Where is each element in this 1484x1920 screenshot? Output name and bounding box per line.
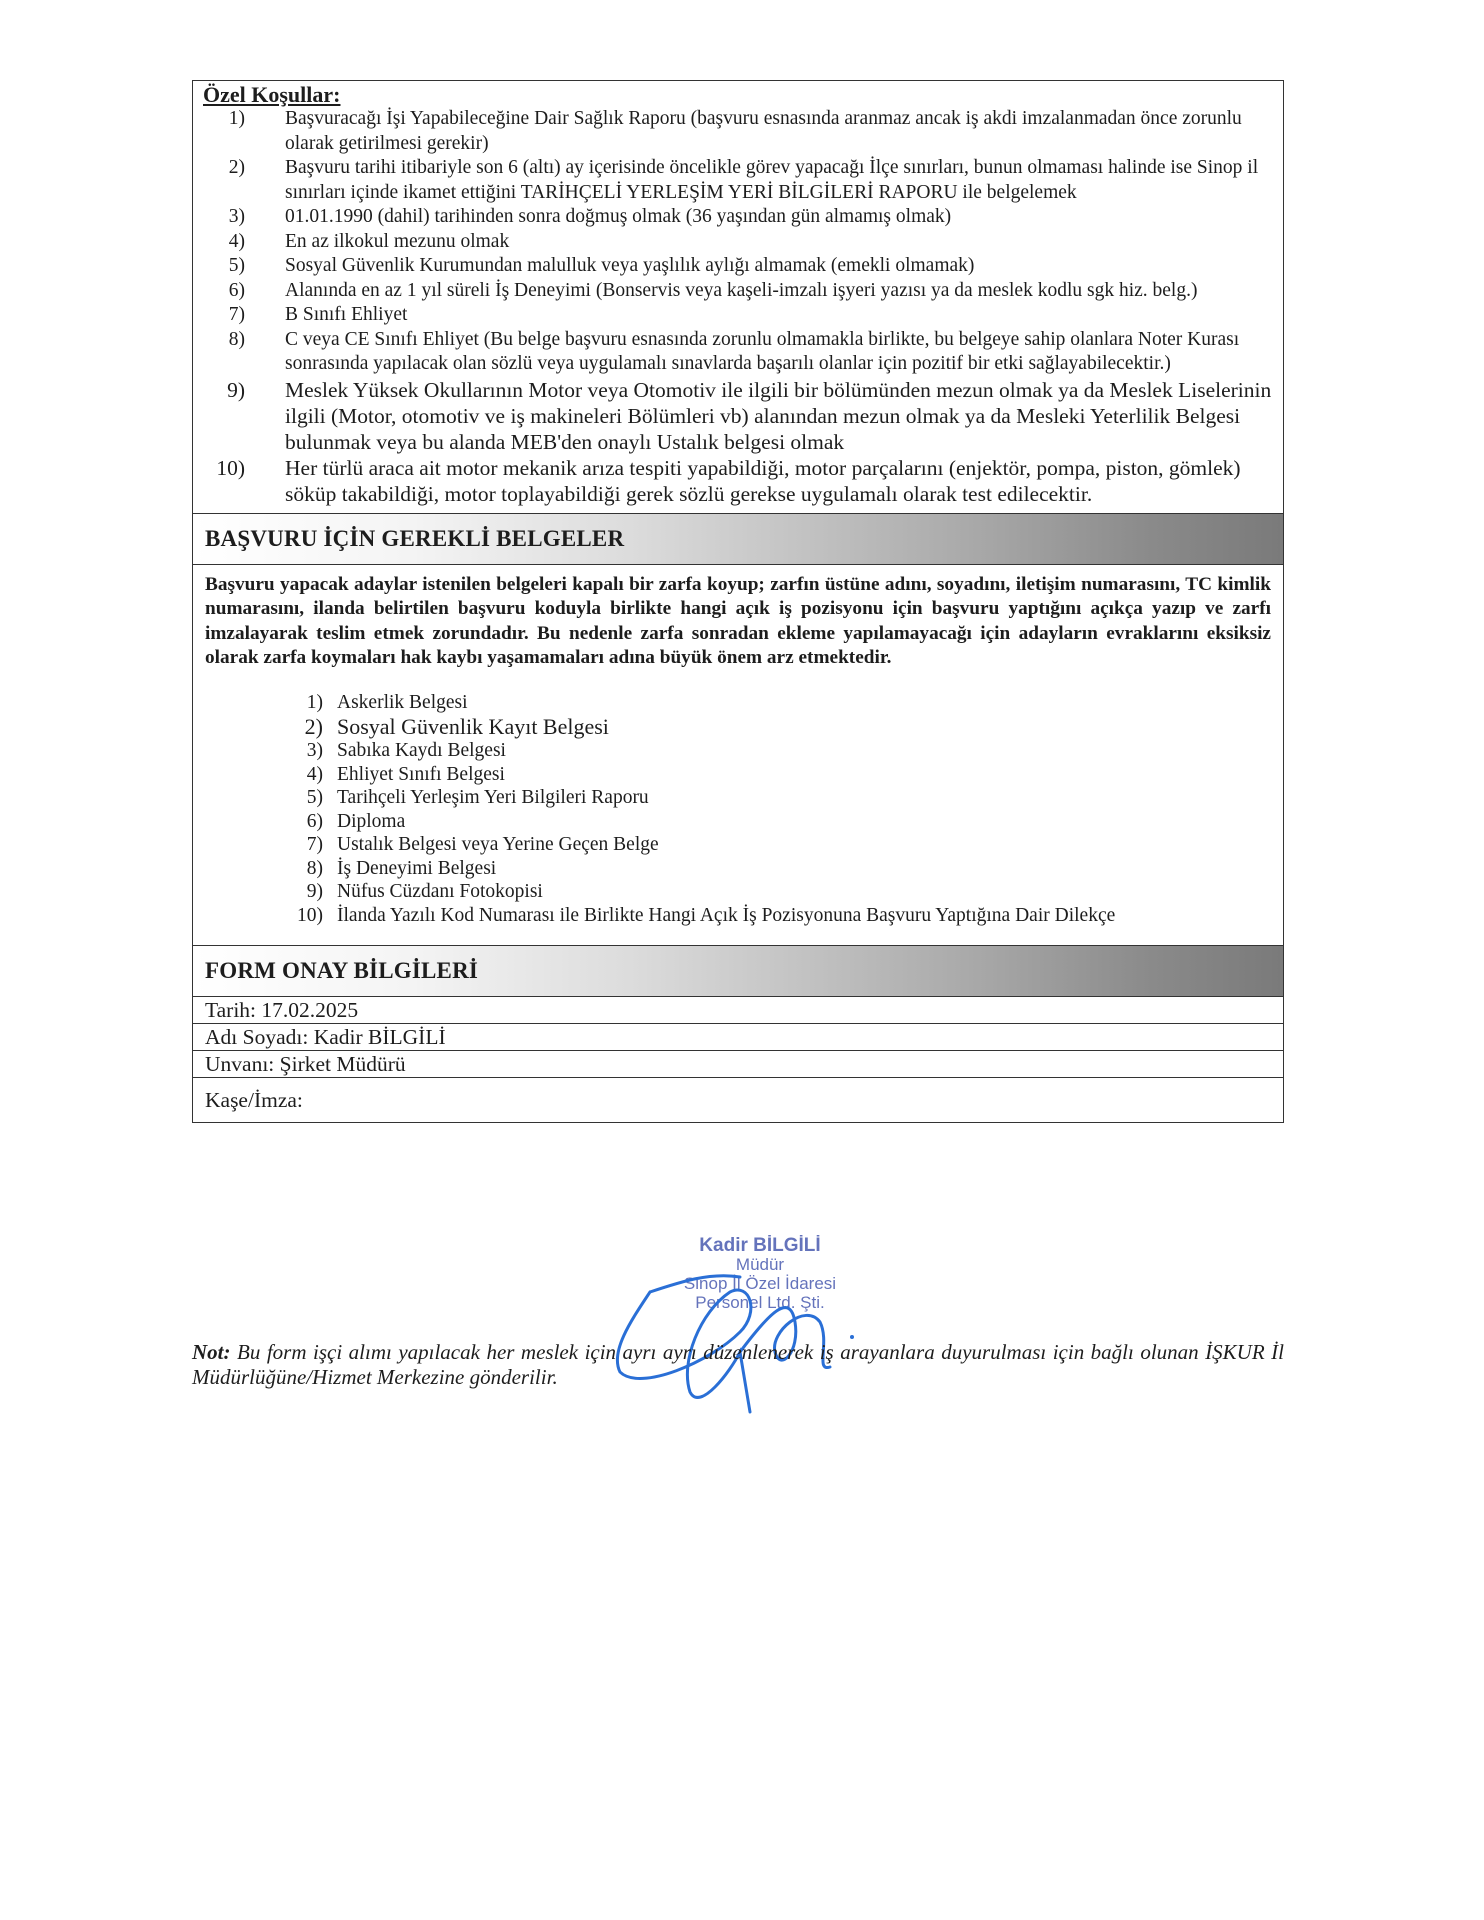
date-row: Tarih: 17.02.2025: [205, 998, 359, 1022]
required-documents-header: [193, 513, 1283, 565]
document-item: 3) Sabıka Kaydı Belgesi: [306, 740, 506, 761]
stamp-role: Müdür: [735, 1255, 785, 1274]
condition-item: 1) Başvuracağı İşi Yapabileceğine Dair Sağlık Raporu (başvuru esnasında aranmaz ancak iş akdi imzalanmadan önce zorunlu olarak getirilmesi gerekir): [228, 108, 1242, 154]
condition-item: 5) Sosyal Güvenlik Kurumundan malulluk veya yaşlılık aylığı almamak (emekli olmamak): [228, 255, 975, 276]
document-item: 9) Nüfus Cüzdanı Fotokopisi: [306, 881, 543, 902]
condition-item: 3) 01.01.1990 (dahil) tarihinden sonra doğmuş olmak (36 yaşından gün almamış olmak): [228, 206, 952, 227]
required-documents-title: BAŞVURU İÇİN GEREKLİ BELGELER: [205, 525, 625, 551]
document-item: 7) Ustalık Belgesi veya Yerine Geçen Belge: [306, 834, 659, 855]
title-row: Unvanı: Şirket Müdürü: [193, 1050, 1283, 1077]
footnote-label: Not:: [192, 1340, 231, 1364]
handwritten-signature: [590, 1252, 920, 1422]
document-item: 6) Diploma: [306, 810, 406, 832]
application-form: [192, 80, 1284, 1123]
special-conditions-list: [193, 107, 1283, 513]
condition-item: 4) En az ilkokul mezunu olmak: [228, 230, 510, 252]
form-approval-header: [193, 945, 1283, 997]
condition-item: 10) Her türlü araca ait motor mekanik arıza tespiti yapabildiği, motor parçalarını (enjektör, pompa, piston, gömlek) söküp takabildiği, motor toplayabildiği gerek sözlü gerekse uygulamalı olarak test edilecektir.: [216, 455, 1241, 506]
condition-item: 9) Meslek Yüksek Okullarının Motor veya Otomotiv ile ilgili bir bölümünden mezun olmak ya da Meslek Liselerinin ilgili (Motor, otomotiv ve iş makineleri Bölümleri vb) alanından mezun olmak ya da Mesleki Yeterlilik Belgesi bulunmak veya bu alanda MEB'den onaylı Ustalık belgesi olmak: [227, 377, 1272, 454]
footnote-text: Bu form işçi alımı yapılacak her meslek için ayrı ayrı düzenlenerek iş arayanlara duyurulması için bağlı olunan İŞKUR İl Müdürlüğüne/Hizmet Merkezine gönderilir.: [192, 1340, 1285, 1389]
stamp-org-line2: Personel Ltd. Şti.: [695, 1293, 825, 1312]
condition-item: 6) Alanında en az 1 yıl süreli İş Deneyimi (Bonservis veya kaşeli-imzalı işyeri yazısı ya da meslek kodlu sgk hiz. belg.): [228, 279, 1198, 301]
condition-item: 7) B Sınıfı Ehliyet: [228, 304, 408, 325]
special-conditions-title: Özel Koşullar:: [203, 82, 341, 107]
required-documents-list: [193, 681, 1283, 946]
stamp-signature-row: Kaşe/İmza:: [193, 1077, 1283, 1122]
stamp-org-line1: Sinop İl Özel İdaresi: [683, 1274, 837, 1293]
stamp-name: Kadir BİLGİLİ: [699, 1235, 821, 1256]
document-item: 10) İlanda Yazılı Kod Numarası ile Birlikte Hangi Açık İş Pozisyonuna Başvuru Yaptığına Dair Dilekçe: [297, 904, 1116, 926]
name-row: Adı Soyadı: Kadir BİLGİLİ: [193, 1023, 1283, 1050]
footnote: [192, 1340, 1284, 1390]
document-item: 5) Tarihçeli Yerleşim Yeri Bilgileri Raporu: [306, 787, 649, 808]
condition-item: 2) Başvuru tarihi itibariyle son 6 (altı) ay içerisinde öncelikle görev yapacağı İlçe sınırları, bunun olmaması halinde ise Sinop il sınırları içinde ikamet ettiğini TARİHÇELİ YERLEŞİM YERİ BİLGİLERİ RAPORU ile belgelemek: [228, 157, 1259, 203]
condition-item: 8) C veya CE Sınıfı Ehliyet (Bu belge başvuru esnasında zorunlu olmamakla birlikte, bu belgeye sahip olanlara Noter Kurası sonrasında yapılacak olan sözlü veya uygulamalı sınavlarda başarılı olanlar için pozitif bir etki sağlayabilecektir.): [228, 328, 1240, 374]
document-item: 2) Sosyal Güvenlik Kayıt Belgesi: [304, 714, 609, 739]
required-documents-instructions: Başvuru yapacak adaylar istenilen belgeleri kapalı bir zarfa koyup; zarfın üstüne adını, soyadını, iletişim numarasını, TC kimlik numarasını, ilanda belirtilen başvuru koduyla birlikte hangi açık iş pozisyonu için başvuru yaptığını açıkça yazıp ve zarfı imzalayarak teslim etmek zorundadır. Bu nedenle zarfa sonradan ekleme yapılamayacağı için adayların evraklarını eksiksiz olarak zarfa koymaları hak kaybı yaşamamaları adına büyük önem arz etmektedir.: [205, 573, 1271, 668]
document-item: 1) Askerlik Belgesi: [306, 691, 468, 713]
form-approval-title: FORM ONAY BİLGİLERİ: [205, 958, 479, 983]
document-item: 4) Ehliyet Sınıfı Belgesi: [306, 763, 505, 785]
document-item: 8) İş Deneyimi Belgesi: [306, 857, 497, 879]
